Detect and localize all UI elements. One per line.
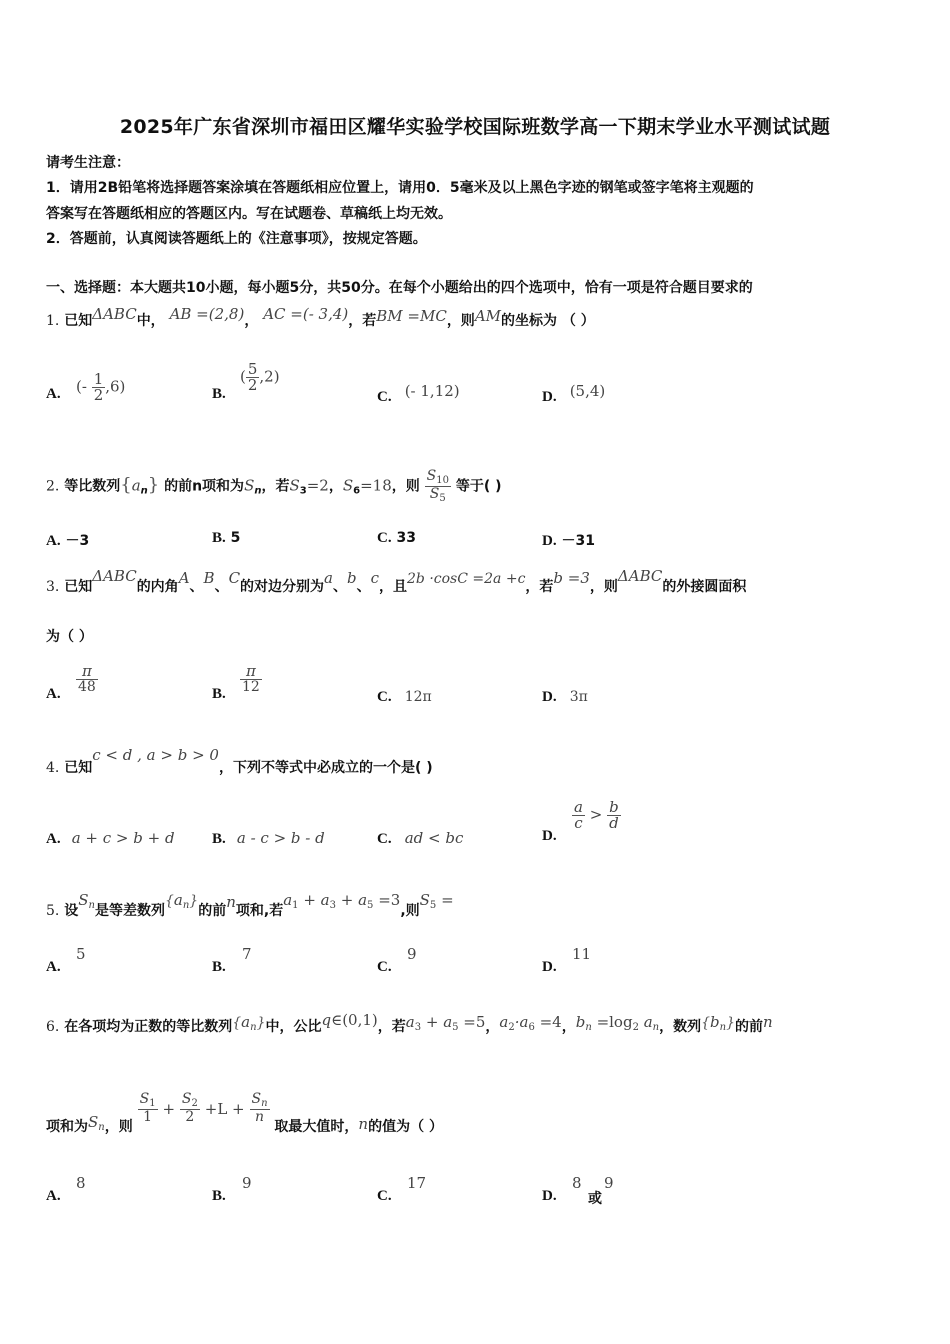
- q2-option-a[interactable]: A. －3: [46, 533, 90, 549]
- notice-line-1: 1．请用2B铅笔将选择题答案涂填在答题纸相应位置上，请用0．5毫米及以上黑色字迹的钢笔或签字笔将主观题的: [46, 180, 754, 196]
- question-3: 3. 已知ΔABC的内角A、B、C的对边分别为a、b、c，且2b ·cosC =2a +c，若b =3，则ΔABC的外接圆面积: [46, 567, 747, 595]
- question-4: 4. 已知c < d , a > b > 0，下列不等式中必成立的一个是( ): [46, 746, 433, 776]
- question-1: 1. 已知ΔABC中， AB =(2,8)， AC =(- 3,4)，若BM =MC，则AM的坐标为 （ ）: [46, 305, 595, 329]
- section-heading: 一、选择题：本大题共10小题，每小题5分，共50分。在每个小题给出的四个选项中，恰有一项是符合题目要求的: [46, 280, 753, 296]
- q3-option-d[interactable]: D. 3π: [542, 689, 588, 705]
- page-title: 2025年广东省深圳市福田区耀华实验学校国际班数学高一下期末学业水平测试试题: [119, 116, 831, 138]
- q5-option-c[interactable]: C. 9: [377, 945, 417, 975]
- question-6: 6. 在各项均为正数的等比数列$\{a_n\}$中，公比q∈(0,1)，若$a_3 + a_5 =5$，$a_2\cdot a_6 =4$，$b_n =\log_2$ $a_n$，数列$\{b_n\}$的前n: [46, 1011, 773, 1035]
- q6-option-b[interactable]: B. 9: [212, 1174, 252, 1204]
- question-6-line-2: 项和为$S_n$，则 $\frac{S_1}{1}$ + $\frac{S_2}{2}$ +L + $\frac{S_n}{n}$ 取最大值时，n的值为（ ）: [46, 1091, 443, 1135]
- q3-option-a[interactable]: A. $\frac{\pi}{48}$: [46, 662, 96, 702]
- q1-option-d[interactable]: D. (5,4): [542, 382, 606, 405]
- q6-option-a[interactable]: A. 8: [46, 1174, 86, 1204]
- question-2: 2. 等比数列$\{a_n\}$ 的前n项和为$S_n$，若$S_3=2$，$S_6=18$，则 $\frac{S_{10}}{S_5}$ 等于( ): [46, 468, 502, 504]
- q1-option-b[interactable]: B. ( $\frac{5}{2}$ ,2): [212, 360, 280, 402]
- q2-option-c[interactable]: C. 33: [377, 530, 416, 546]
- q2-option-b[interactable]: B. 5: [212, 530, 241, 546]
- q6-option-c[interactable]: C. 17: [377, 1174, 427, 1204]
- notice-line-3: 2．答题前，认真阅读答题纸上的《注意事项》，按规定答题。: [46, 231, 427, 247]
- q6-option-d[interactable]: D. 8 或 9: [542, 1174, 614, 1207]
- q3-option-c[interactable]: C. 12π: [377, 689, 432, 705]
- q4-option-a[interactable]: A. a + c > b + d: [46, 829, 175, 847]
- q3-option-b[interactable]: B. $\frac{\pi}{12}$: [212, 662, 260, 702]
- q4-option-d[interactable]: D. $\frac{a}{c}$ > $\frac{b}{d}$: [542, 798, 619, 844]
- question-5: 5. 设$S_n$是等差数列$\{a_n\}$的前n项和,若$a_1 + a_3 + a_5 =3$,则$S_5$ =: [46, 891, 454, 919]
- q5-option-b[interactable]: B. 7: [212, 945, 252, 975]
- notice-heading: 请考生注意：: [46, 155, 130, 171]
- q5-option-a[interactable]: A. 5: [46, 945, 86, 975]
- notice-line-2: 答案写在答题纸相应的答题区内。写在试题卷、草稿纸上均无效。: [46, 206, 452, 222]
- q1-option-a[interactable]: A. (- $\frac{1}{2}$ ,6): [46, 370, 126, 404]
- question-number: 1.: [46, 313, 60, 329]
- q5-option-d[interactable]: D. 11: [542, 945, 592, 975]
- question-3-line-2: 为（ ）: [46, 629, 93, 645]
- q2-option-d[interactable]: D. －31: [542, 533, 595, 549]
- q4-option-b[interactable]: B. a - c > b - d: [212, 829, 325, 847]
- q1-option-c[interactable]: C. (- 1,12): [377, 382, 460, 405]
- q4-option-c[interactable]: C. ad < bc: [377, 829, 464, 847]
